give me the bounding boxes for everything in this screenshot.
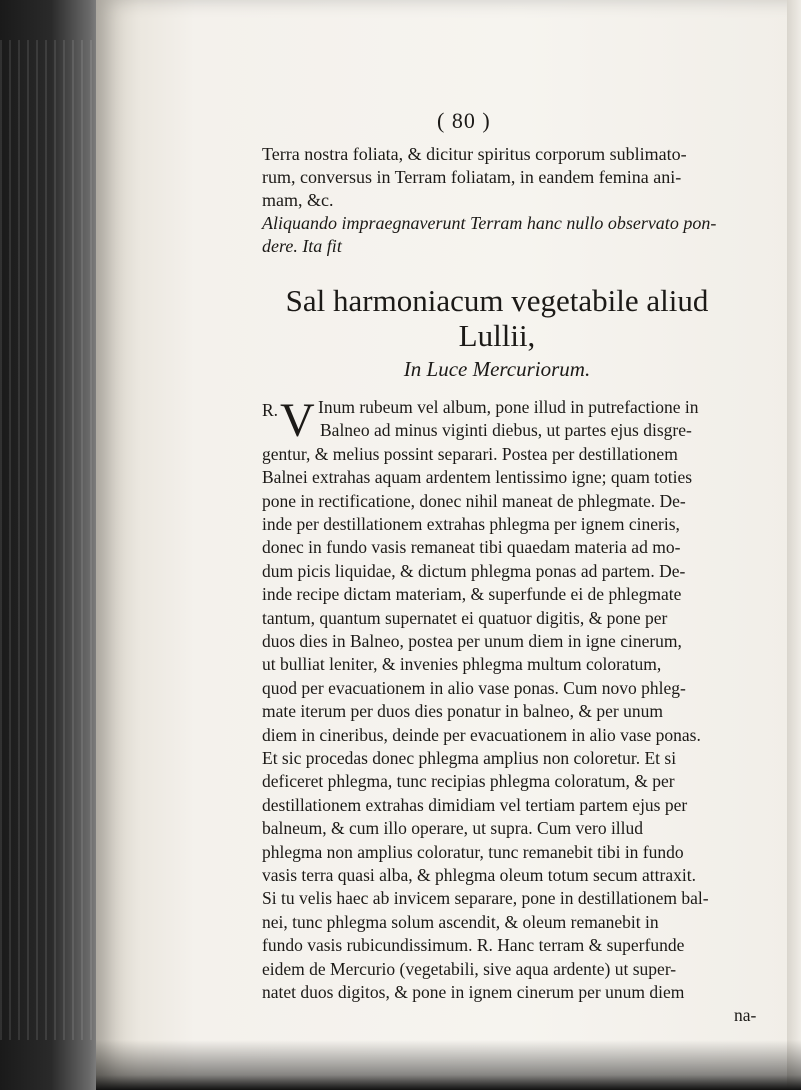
body-line: quod per evacuationem in alio vase ponas. Cum novo phleg-	[262, 677, 686, 698]
intro-italic-line-1: Aliquando impraegnaverunt Terram hanc nullo observato pon-	[262, 213, 717, 233]
section-subtitle: In Luce Mercuriorum.	[403, 357, 591, 381]
body-line: Balneo ad minus viginti diebus, ut partes ejus disgre-	[320, 420, 692, 441]
body-line: donec in fundo vasis remaneat tibi quaedam materia ad mo-	[262, 537, 681, 558]
intro-line-2: rum, conversus in Terram foliatam, in eandem femina ani-	[262, 167, 682, 187]
recipe-mark: R.	[262, 400, 279, 420]
section-heading-line-1: Sal harmoniacum vegetabile aliud	[285, 283, 709, 318]
body-line: ut bulliat leniter, & invenies phlegma multum coloratum,	[262, 654, 662, 675]
page-bottom-shadow	[96, 1040, 801, 1090]
body-line: deficeret phlegma, tunc recipias phlegma coloratum, & per	[262, 771, 675, 792]
body-line: destillationem extrahas dimidiam vel tertiam partem ejus per	[262, 794, 688, 815]
body-line: Et sic procedas donec phlegma amplius non coloretur. Et si	[262, 748, 677, 768]
intro-italic-line-2: dere. Ita fit	[262, 236, 342, 256]
body-line: inde per destillationem extrahas phlegma per ignem cineris,	[262, 514, 680, 534]
body-line: fundo vasis rubicundissimum. R. Hanc terram & superfunde	[262, 935, 685, 956]
intro-line-1: Terra nostra foliata, & dicitur spiritus corporum sublimato-	[262, 144, 687, 164]
body-line: eidem de Mercurio (vegetabili, sive aqua ardente) ut super-	[262, 958, 677, 979]
body-line: vasis terra quasi alba, & phlegma oleum totum secum attraxit.	[262, 865, 696, 885]
body-line: Inum rubeum vel album, pone illud in putrefactione in	[318, 397, 699, 417]
body-line: Balnei extrahas aquam ardentem lentissimo igne; quam toties	[262, 467, 693, 488]
body-line: natet duos digitos, & pone in ignem cinerum per unum diem	[262, 982, 685, 1002]
drop-cap: V	[280, 394, 315, 447]
intro-line-3: mam, &c.	[262, 190, 334, 210]
section-heading-line-2: Lullii,	[458, 318, 536, 353]
body-line: dum picis liquidae, & dictum phlegma ponas ad partem. De-	[262, 560, 686, 581]
body-line: balneum, & cum illo operare, ut supra. Cum vero illud	[262, 818, 644, 839]
body-line: diem in cineribus, deinde per evacuationem in alio vase ponas.	[262, 724, 701, 745]
body-line: phlegma non amplius coloratur, tunc remanebit tibi in fundo	[262, 841, 684, 862]
page-edge	[787, 0, 801, 1090]
body-line: tantum, quantum supernatet ei quatuor digitis, & pone per	[262, 607, 668, 628]
body-line: na-	[734, 1005, 757, 1026]
page-number: ( 80 )	[437, 108, 491, 133]
body-line: pone in rectificatione, donec nihil maneat de phlegmate. De-	[262, 490, 686, 511]
body-line: gentur, & melius possint separari. Postea per destillationem	[262, 443, 678, 464]
body-line: inde recipe dictam materiam, & superfunde ei de phlegmate	[262, 584, 682, 605]
body-line: duos dies in Balneo, postea per unum diem in igne cinerum,	[262, 631, 682, 651]
body-line: mate iterum per duos dies ponatur in balneo, & per unum	[262, 701, 663, 722]
body-line: Si tu velis haec ab invicem separare, pone in destillationem bal-	[262, 888, 709, 909]
body-line: nei, tunc phlegma solum ascendit, & oleum remanebit in	[262, 911, 659, 932]
